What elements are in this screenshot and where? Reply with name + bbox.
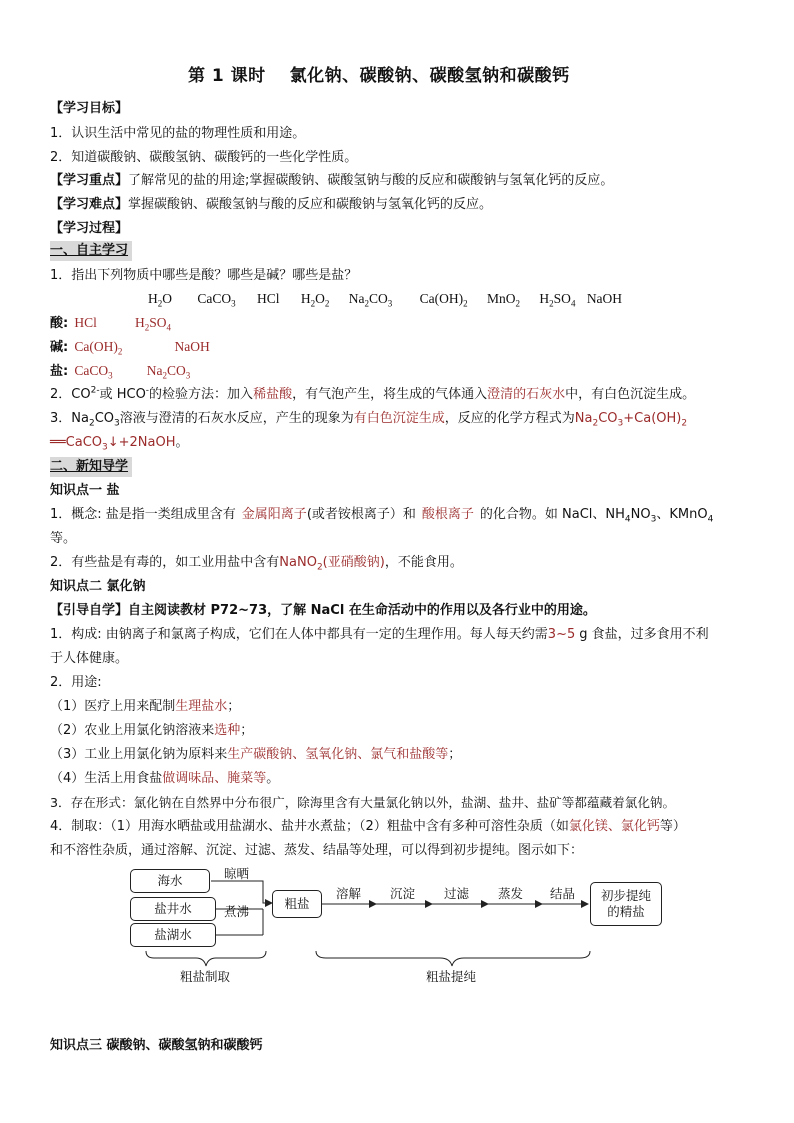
acid-answer-1: HCl [74, 315, 97, 330]
step-filter: 过滤 [444, 886, 470, 901]
key-text: 了解常见的盐的用途;掌握碳酸钠、碳酸氢钠与酸的反应和碳酸钠与氢氧化钙的反应。 [128, 173, 614, 188]
base-answer-1: $Ca(OH)_2$ [74, 339, 123, 357]
answer-white-precipitate: 有白色沉淀生成 [353, 411, 445, 426]
crude-salt-box: 粗盐 [272, 890, 322, 918]
kp2-line-1: 1．构成: 由钠离子和氯离子构成，它们在人体中都具有一定的生理作用。每人每天约需3~5 g 食盐，过多食用不利 [50, 627, 709, 642]
step-evaporate: 蒸发 [498, 886, 524, 901]
answer-metal-cation: 金属阳离子 [241, 507, 307, 522]
question-3: 3．$Na_2CO_3$溶液与澄清的石灰水反应，产生的现象为有白色沉淀生成，反应的化学方程式为$Na_2CO_3+Ca(OH)_2$ [50, 411, 688, 429]
equation-part-2: ══CaCO$_3$↓+2NaOH [50, 435, 176, 453]
salt-label: 盐: [50, 364, 69, 379]
use-1: （1）医疗上用来配制生理盐水； [50, 699, 241, 714]
use-3: （3）工业上用氯化钠为原料来生产碳酸钠、氢氧化钠、氯气和盐酸等； [50, 747, 462, 762]
step-crystallize: 结晶 [550, 886, 576, 901]
brace-label-production: 粗盐制取 [180, 969, 231, 984]
kp2-line-3: 3．存在形式：氯化钠在自然界中分布很广，除海里含有大量氯化钠以外，盐湖、盐井、盐矿等都蕴藏着氯化钠。 [50, 795, 676, 810]
kp1-line-1-cont: 等。 [50, 531, 77, 546]
formula-mno2: MnO$_2$ [487, 291, 521, 309]
formula-h2o2: $H_2O_2$ [300, 291, 330, 309]
kp2-heading: 知识点二 氯化钠 [50, 579, 146, 594]
answer-dilute-hcl: 稀盐酸 [253, 387, 293, 402]
answer-acid-radical: 酸根离子 [421, 507, 474, 522]
kp3-heading: 知识点三 碳酸钠、碳酸氢钠和碳酸钙 [50, 1038, 263, 1053]
salt-answer-2: $Na_2CO_3$ [146, 363, 191, 381]
formula-naoh: NaOH [586, 291, 623, 306]
acid-answer-2: $H_2SO_4$ [135, 315, 172, 333]
salt-answer-1: CaCO$_3$ [74, 363, 113, 381]
question-3-cont: ══CaCO$_3$↓+2NaOH。 [50, 435, 189, 453]
page-title: 第 1 课时 氯化钠、碳酸钠、碳酸氢钠和碳酸钙 [188, 66, 570, 86]
formula-hcl: HCl [257, 291, 280, 306]
formula-h2so4: $H_2SO_4$ [539, 291, 576, 309]
step-dissolve: 溶解 [336, 886, 362, 901]
difficulty-text: 掌握碳酸钠、碳酸氢钠与酸的反应和碳酸钠与氢氧化钙的反应。 [128, 197, 493, 212]
kp2-line-2: 2．用途: [50, 675, 102, 690]
answer-nano2: NaNO$_2$(亚硝酸钠) [279, 555, 385, 573]
kp1-line-2: 2．有些盐是有毒的，如工业用盐中含有NaNO$_2$(亚硝酸钠)，不能食用。 [50, 555, 463, 573]
question-2: 2．$CO^{2-}$或 HCO-的检验方法：加入稀盐酸，有气泡产生，将生成的气体通入澄清的石灰水中，有白色沉淀生成。 [50, 385, 696, 402]
answer-mgcl2-cacl2: 氯化镁、氯化钙 [568, 819, 660, 834]
difficulty-heading: 【学习难点】 [50, 197, 129, 212]
kp2-line-1-cont: 于人体健康。 [50, 651, 129, 666]
key-heading: 【学习重点】 [50, 173, 129, 188]
question-1: 1．指出下列物质中哪些是酸？哪些是碱？哪些是盐？ [50, 268, 358, 283]
acid-label: 酸: [50, 316, 69, 331]
answer-limewater: 澄清的石灰水 [487, 387, 566, 402]
goal-item-1: 1．认识生活中常见的盐的物理性质和用途。 [50, 126, 306, 141]
use-4: （4）生活上用食盐做调味品、腌菜等。 [50, 771, 280, 786]
goal-item-2: 2．知道碳酸钠、碳酸氢钠、碳酸钙的一些化学性质。 [50, 150, 358, 165]
refined-salt-box: 初步提纯的精盐 [590, 882, 662, 926]
step-precipitate: 沉淀 [390, 886, 416, 901]
source-salt-lake: 盐湖水 [130, 923, 216, 947]
kp1-heading: 知识点一 盐 [50, 483, 120, 498]
source-brine-well: 盐井水 [130, 897, 216, 921]
source-seawater: 海水 [130, 869, 210, 893]
kp2-line-4-cont: 和不溶性杂质，通过溶解、沉淀、过滤、蒸发、结晶等处理，可以得到初步提纯。图示如下： [50, 843, 584, 858]
formula-na2co3: $Na_2CO_3$ [348, 291, 393, 309]
formula-h2o: $H_2O$ [148, 291, 172, 309]
kp2-line-4: 4．制取：（1）用海水晒盐或用盐湖水、盐井水煮盐；（2）粗盐中含有多种可溶性杂质（如氯化镁、氯化钙等） [50, 819, 686, 834]
use-2: （2）农业上用氯化钠溶液来选种； [50, 723, 254, 738]
formula-caco3: CaCO$_3$ [197, 291, 236, 309]
kp1-line-1: 1．概念: 盐是指一类组成里含有 金属阳离子(或者铵根离子）和 酸根离子 的化合物。如 NaCl、$NH_4NO_3$、KMnO$_4$ [50, 507, 714, 525]
base-label: 碱: [50, 340, 69, 355]
label-sun-dry: 晾晒 [224, 866, 250, 881]
self-study-heading: 一、自主学习 [50, 241, 132, 261]
new-knowledge-heading: 二、新知导学 [50, 457, 132, 477]
guide-reading: 【引导自学】自主阅读教材 P72~73，了解 NaCl 在生命活动中的作用以及各行业中的用途。 [50, 603, 596, 618]
label-boil: 煮沸 [224, 904, 250, 919]
brace-label-purification: 粗盐提纯 [426, 969, 477, 984]
process-heading: 【学习过程】 [50, 221, 129, 236]
base-answer-2: NaOH [174, 339, 210, 354]
answer-3-5: 3~5 [547, 627, 576, 642]
formula-caoh2: $Ca(OH)_2$ [419, 291, 468, 309]
equation-part-1: $Na_2CO_3+Ca(OH)_2$ [574, 411, 688, 429]
goals-heading: 【学习目标】 [50, 101, 129, 116]
